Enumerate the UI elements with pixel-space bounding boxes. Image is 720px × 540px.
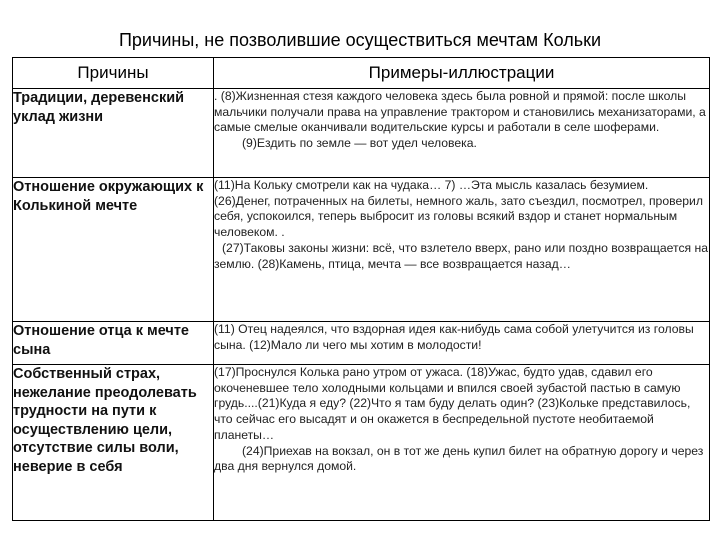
table-row	[13, 178, 710, 322]
reason-cell: Отношение отца к мечте сына	[13, 322, 214, 365]
table-row	[13, 89, 710, 178]
reasons-table	[12, 57, 710, 521]
example-text: (26)Денег, потраченных на билеты, немного жаль, зато съездил, посмотрел, проверил себя, успокоился, теперь выбросит из головы всякий вздор и станет нормальным человеком. .	[214, 193, 703, 240]
example-text: (17)Проснулся Колька рано утром от ужаса. (18)Ужас, будто удав, сдавил его окоченевшее тело холодными кольцами и впился своей зубастой пастью в самую грудь....(21)Куда я еду? (22)Что я там буду делать один? (23)Кольке представилось, что сейчас его высадят и он окажется в беспредельной пустоте необитаемой планеты…	[214, 365, 691, 442]
examples-cell	[214, 89, 710, 178]
example-text: . (8)Жизненная стезя каждого человека здесь была ровной и прямой: после школы мальчики получали права на управление трактором и становились механизаторами, а самые смелые оканчивали водительские курсы и работали в селе шоферами.	[214, 89, 706, 135]
reason-cell: Традиции, деревенский уклад жизни	[13, 89, 214, 178]
example-text: (11)На Кольку смотрели как на чудака… 7) …Эта мысль казалась безумием.	[214, 178, 649, 192]
example-text: (9)Ездить по земле — вот удел человека.	[242, 136, 477, 151]
reason-cell: Собственный страх, нежелание преодолевать трудности на пути к осуществлению цели, отсутствие силы воли, неверие в себя	[13, 365, 214, 521]
column-header-examples: Примеры-иллюстрации	[214, 58, 710, 89]
reason-cell: Отношение окружающих к Колькиной мечте	[13, 178, 214, 322]
column-header-reasons: Причины	[13, 58, 214, 89]
table-row	[13, 365, 710, 521]
example-text: (27)Таковы законы жизни: всё, что взлетело вверх, рано или поздно возвращается на землю. (28)Камень, птица, мечта — все возвращается назад…	[214, 240, 709, 271]
examples-cell	[214, 322, 710, 365]
example-text: (11) Отец надеялся, что вздорная идея как-нибудь сама собой улетучится из головы сына. (12)Мало ли чего мы хотим в молодости!	[214, 322, 694, 352]
example-text: (24)Приехав на вокзал, он в тот же день купил билет на обратную дорогу и через два дня вернулся домой.	[214, 443, 704, 474]
examples-cell	[214, 365, 710, 521]
page-title: Причины, не позволившие осуществиться мечтам Кольки	[118, 30, 602, 50]
table-header-row	[13, 58, 710, 89]
table-row	[13, 322, 710, 365]
examples-cell	[214, 178, 710, 322]
